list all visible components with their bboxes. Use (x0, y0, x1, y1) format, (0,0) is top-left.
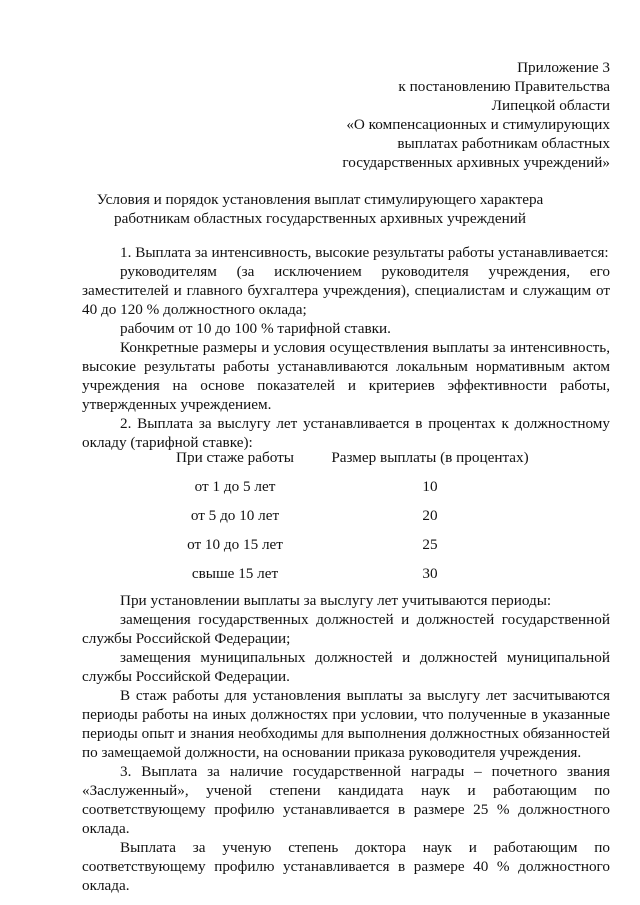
column-header-payment: Размер выплаты (в процентах) (331, 449, 529, 466)
seniority-table (150, 448, 550, 593)
table-cell-percent: 25 (422, 536, 438, 553)
table-row (150, 535, 550, 564)
table-cell-experience: от 10 до 15 лет (187, 536, 283, 553)
appendix-line: к постановлению Правительства (398, 78, 610, 95)
paragraph: рабочим от 10 до 100 % тарифной ставки. (120, 320, 391, 337)
section-2 (82, 591, 610, 895)
table-cell-experience: от 5 до 10 лет (190, 507, 280, 524)
section-1 (82, 243, 610, 452)
table-row (150, 564, 550, 593)
appendix-line: Приложение 3 (517, 59, 610, 76)
paragraph: замещения государственных должностей и должностей государственной службы Российской Федерации; (82, 611, 610, 647)
table-cell-percent: 10 (422, 478, 438, 495)
table-cell-percent: 20 (422, 507, 438, 524)
document-title (60, 190, 580, 228)
table-header-row (150, 448, 550, 477)
paragraph: 1. Выплата за интенсивность, высокие результаты работы устанавливается: (120, 244, 609, 261)
column-header-experience: При стаже работы (176, 449, 294, 466)
appendix-line: Липецкой области (491, 97, 610, 114)
table-row (150, 477, 550, 506)
title-line-2: работникам областных государственных архивных учреждений (114, 210, 526, 227)
paragraph: 2. Выплата за выслугу лет устанавливается в процентах к должностному окладу (тарифной ставке): (82, 415, 610, 451)
appendix-line: выплатах работникам областных (397, 135, 610, 152)
table-cell-experience: от 1 до 5 лет (194, 478, 276, 495)
table-cell-percent: 30 (422, 565, 438, 582)
paragraph: При установлении выплаты за выслугу лет учитываются периоды: (120, 592, 552, 609)
table-row (150, 506, 550, 535)
appendix-line: государственных архивных учреждений» (342, 154, 610, 171)
appendix-line: «О компенсационных и стимулирующих (346, 116, 610, 133)
paragraph: Выплата за ученую степень доктора наук и работающим по соответствующему профилю устанавливается в размере 40 % должностного оклада. (82, 839, 610, 894)
paragraph: замещения муниципальных должностей и должностей муниципальной службы Российской Федерации. (82, 649, 610, 685)
title-line-1: Условия и порядок установления выплат стимулирующего характера (96, 191, 544, 208)
table-cell-experience: свыше 15 лет (191, 565, 279, 582)
paragraph: 3. Выплата за наличие государственной награды – почетного звания «Заслуженный», ученой степени кандидата наук и работающим по соответствующему профилю устанавливается в размере 25 % должностного оклада. (82, 763, 610, 837)
paragraph: Конкретные размеры и условия осуществления выплаты за интенсивность, высокие результаты работы устанавливаются локальным нормативным актом учреждения на основе показателей и критериев эффективности работы, утвержденных учреждением. (82, 339, 610, 413)
paragraph: руководителям (за исключением руководителя учреждения, его заместителей и главного бухгалтера учреждения), специалистам и служащим от 40 до 120 % должностного оклада; (82, 263, 610, 318)
paragraph: В стаж работы для установления выплаты за выслугу лет засчитываются периоды работы на иных должностях при условии, что полученные в указанные периоды опыт и знания необходимы для выполнения должностных обязанностей по замещаемой должности, на основании приказа руководителя учреждения. (82, 687, 610, 761)
appendix-header (290, 58, 610, 172)
